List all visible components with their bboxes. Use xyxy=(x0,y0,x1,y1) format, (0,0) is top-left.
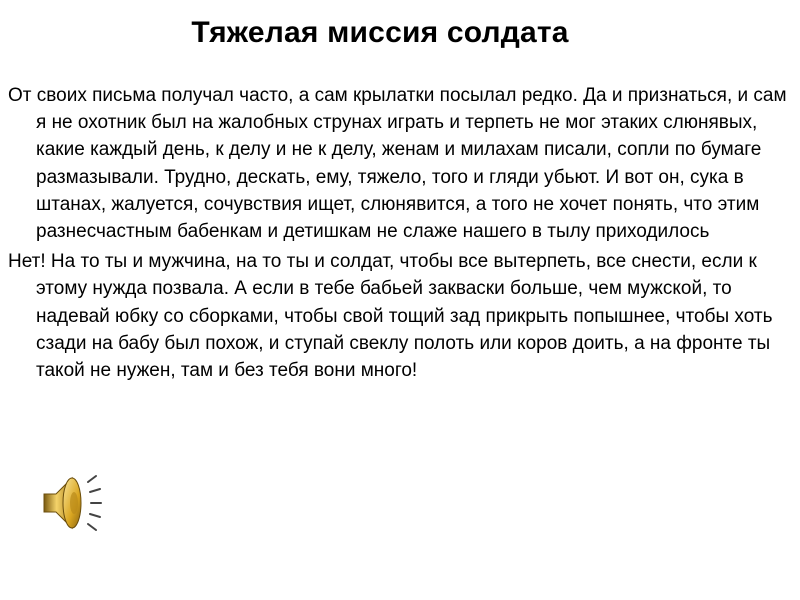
speaker-icon[interactable] xyxy=(38,470,104,536)
slide-body xyxy=(8,82,788,387)
slide-title: Тяжелая миссия солдата xyxy=(191,16,569,49)
paragraph-2: Нет! На то ты и мужчина, на то ты и солдат, чтобы все вытерпеть, все снести, если к этому нужда позвала. А если в тебе бабьей закваски больше, чем мужской, то надевай юбку со сборками, чтобы свой тощий зад прикрыть попышнее, чтобы хоть сзади на бабу был похож, и ступай свеклу полоть или коров доить, а на фронте ты такой не нужен, там и без тебя вони много! xyxy=(8,251,773,382)
paragraph-1: От своих письма получал часто, а сам крылатки посылал редко. Да и признаться, и сам я не охотник был на жалобных струнах играть и терпеть не мог этаких слюнявых, какие каждый день, к делу и не к делу, женам и милахам писали, сопли по бумаге размазывали. Трудно, дескать, ему, тяжело, того и гляди убьют. И вот он, сука в штанах, жалуется, сочувствия ищет, слюнявится, а того не хочет понять, что этим разнесчастным бабенкам и детишкам не слаже нашего в тылу приходилось xyxy=(8,85,787,243)
